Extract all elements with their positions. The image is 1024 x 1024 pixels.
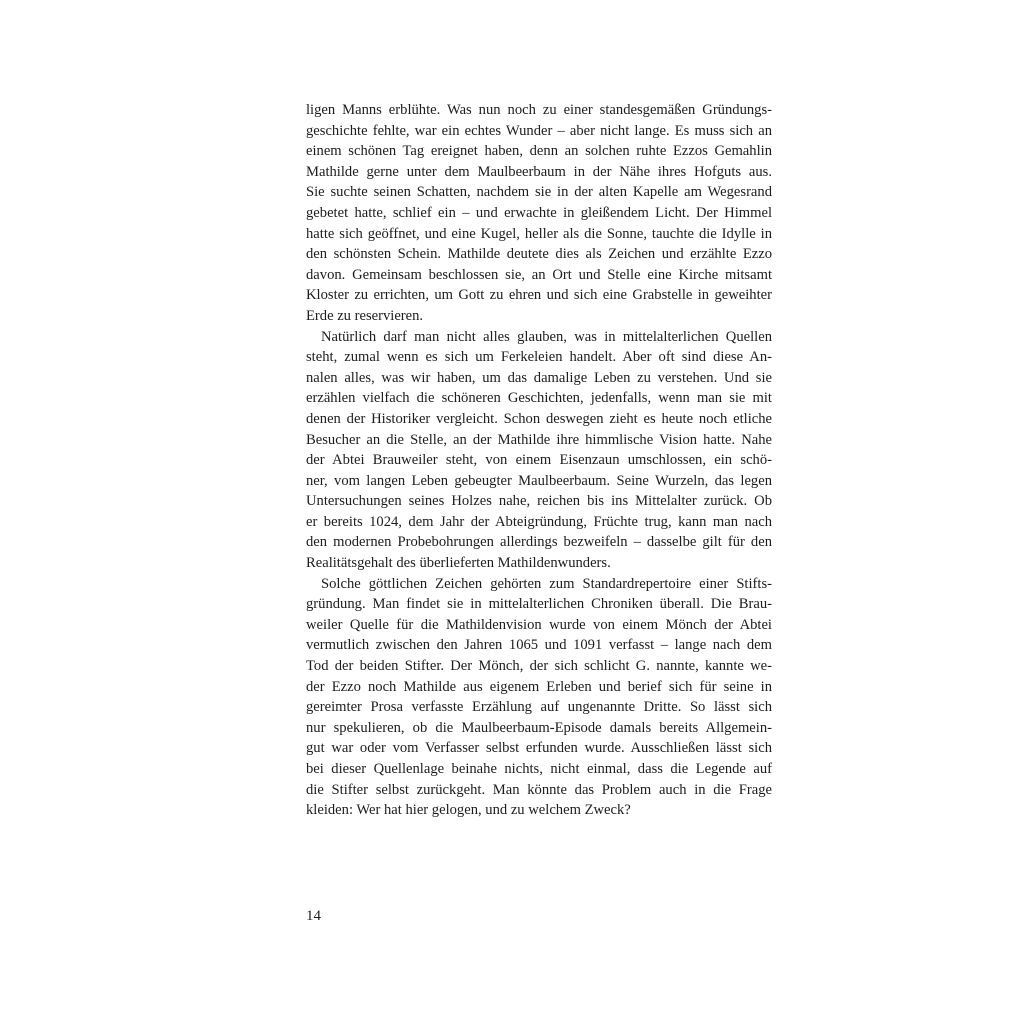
text-line: davon. Gemeinsam beschlossen sie, an Ort und Stelle eine Kirche mitsamt (306, 266, 772, 283)
page-number: 14 (306, 908, 321, 924)
text-line: Kloster zu errichten, um Gott zu ehren und sich eine Grabstelle in geweihter (306, 287, 772, 304)
text-line: denen der Historiker vergleicht. Schon deswegen zieht es heute noch etliche (306, 410, 772, 427)
text-line: kleiden: Wer hat hier gelogen, und zu welchem Zweck? (306, 802, 631, 819)
text-line: Mathilde gerne unter dem Maulbeerbaum in der Nähe ihres Hofguts aus. (306, 163, 772, 180)
text-line: die Stifter selbst zurückgeht. Man könnte das Problem auch in die Frage (306, 781, 772, 798)
paragraph (306, 574, 772, 821)
text-line: den schönsten Schein. Mathilde deutete dies als Zeichen und erzählte Ezzo (306, 246, 772, 263)
text-line: hatte sich geöffnet, und eine Kugel, heller als die Sonne, tauchte die Idylle in (306, 225, 772, 242)
paragraph (306, 100, 772, 327)
text-line: der Ezzo noch Mathilde aus eigenem Erleben und berief sich für seine in (306, 678, 772, 695)
text-line: Natürlich darf man nicht alles glauben, was in mittelalterlichen Quellen (321, 328, 772, 345)
text-line: steht, zumal wenn es sich um Ferkeleien handelt. Aber oft sind diese An- (306, 349, 772, 366)
text-line: weiler Quelle für die Mathildenvision wurde von einem Mönch der Abtei (306, 616, 772, 633)
text-line: nur spekulieren, ob die Maulbeerbaum-Episode damals bereits Allgemein- (306, 719, 772, 736)
text-line: geschichte fehlte, war ein echtes Wunder – aber nicht lange. Es muss sich an (306, 122, 772, 139)
text-line: bei dieser Quellenlage beinahe nichts, nicht einmal, dass die Legende auf (306, 761, 772, 777)
text-line: er bereits 1024, dem Jahr der Abteigründung, Früchte trug, kann man nach (306, 513, 772, 530)
text-line: Untersuchungen seines Holzes nahe, reichen bis ins Mittelalter zurück. Ob (306, 493, 772, 510)
text-line: Besucher an die Stelle, an der Mathilde ihre himmlische Vision hatte. Nahe (306, 431, 772, 448)
body-text (306, 100, 772, 821)
text-line: gereimter Prosa verfasste Erzählung auf ungenannte Dritte. So lässt sich (306, 699, 772, 716)
text-line: Sie suchte seinen Schatten, nachdem sie in der alten Kapelle am Wegesrand (306, 184, 772, 201)
text-line: gründung. Man findet sie in mittelalterlichen Chroniken überall. Die Brau- (306, 596, 772, 613)
text-line: nalen alles, was wir haben, um das damalige Leben zu verstehen. Und sie (306, 369, 772, 386)
paragraph (306, 327, 772, 574)
text-line: Solche göttlichen Zeichen gehörten zum Standardrepertoire einer Stifts- (321, 575, 772, 592)
text-line: gut war oder vom Verfasser selbst erfunden wurde. Ausschließen lässt sich (306, 740, 772, 757)
text-line: ner, vom langen Leben gebeugter Maulbeerbaum. Seine Wurzeln, das legen (306, 472, 772, 489)
text-line: Erde zu reservieren. (306, 307, 424, 324)
text-line: der Abtei Brauweiler steht, von einem Eisenzaun umschlossen, ein schö- (306, 452, 772, 469)
text-line: vermutlich zwischen den Jahren 1065 und 1091 verfasst – lange nach dem (306, 637, 772, 654)
text-line: ligen Manns erblühte. Was nun noch zu einer standesgemäßen Gründungs- (306, 102, 772, 118)
text-line: den modernen Probebohrungen allerdings bezweifeln – dasselbe gilt für den (306, 534, 772, 551)
text-line: einem schönen Tag ereignet haben, denn an solchen ruhte Ezzos Gemahlin (306, 143, 772, 160)
text-line: Realitätsgehalt des überlieferten Mathildenwunders. (306, 555, 611, 572)
text-line: erzählen vielfach die schöneren Geschichten, jedenfalls, wenn man sie mit (306, 390, 772, 407)
text-line: gebetet hatte, schlief ein – und erwachte in gleißendem Licht. Der Himmel (306, 204, 772, 221)
text-line: Tod der beiden Stifter. Der Mönch, der sich schlicht G. nannte, kannte we- (306, 658, 772, 675)
